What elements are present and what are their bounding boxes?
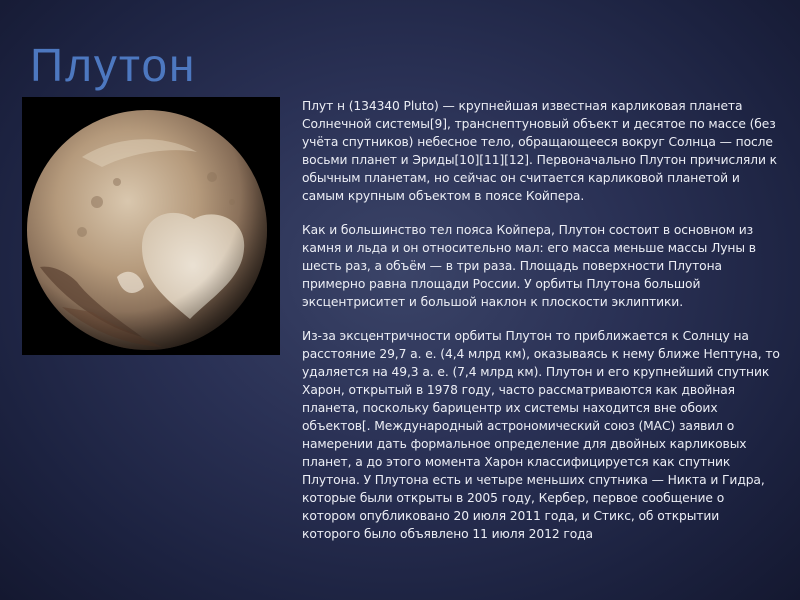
paragraph-composition: Как и большинство тел пояса Койпера, Плутон состоит в основном из камня и льда и он относительно мал: его масса меньше массы Луны в шесть раз, а объём — в три раза. Площадь поверхности Плутона примерно равна площади России. У орбиты Плутона большой эксцентриситет и большой наклон к плоскости эклиптики. xyxy=(302,223,756,309)
pluto-image xyxy=(22,97,280,355)
paragraph-intro: Плут н (134340 Pluto) — крупнейшая известная карликовая планета Солнечной системы[9], транснептуновый объект и десятое по массе (без учёта спутников) небесное тело, обращающееся вокруг Солнца — после восьми планет и Эриды[10][11][12]. Первоначально Плутон причисляли к обычным планетам, но сейчас он считается карликовой планетой и самым крупным объектом в поясе Койпера. xyxy=(302,99,777,203)
slide-title: Плутон xyxy=(30,39,197,91)
text-column xyxy=(302,97,780,559)
pluto-photo xyxy=(22,97,280,355)
paragraph-orbit: Из-за эксцентричности орбиты Плутон то приближается к Солнцу на расстояние 29,7 а. е. (4,4 млрд км), оказываясь к нему ближе Нептуна, то удаляется на 49,3 а. е. (7,4 млрд км). Плутон и его крупнейший спутник Харон, открытый в 1978 году, часто рассматриваются как двойная планета, поскольку барицентр их системы находится вне обоих объектов[. Международный астрономический союз (МАС) заявил о намерении дать формальное определение для двойных карликовых планет, а до этого момента Харон классифицируется как спутник Плутона. У Плутона есть и четыре меньших спутника — Никта и Гидра, которые были открыты в 2005 году, Кербер, первое сообщение о котором опубликовано 20 июля 2011 года, и Стикс, об открытии которого было объявлено 11 июля 2012 года xyxy=(302,329,780,541)
